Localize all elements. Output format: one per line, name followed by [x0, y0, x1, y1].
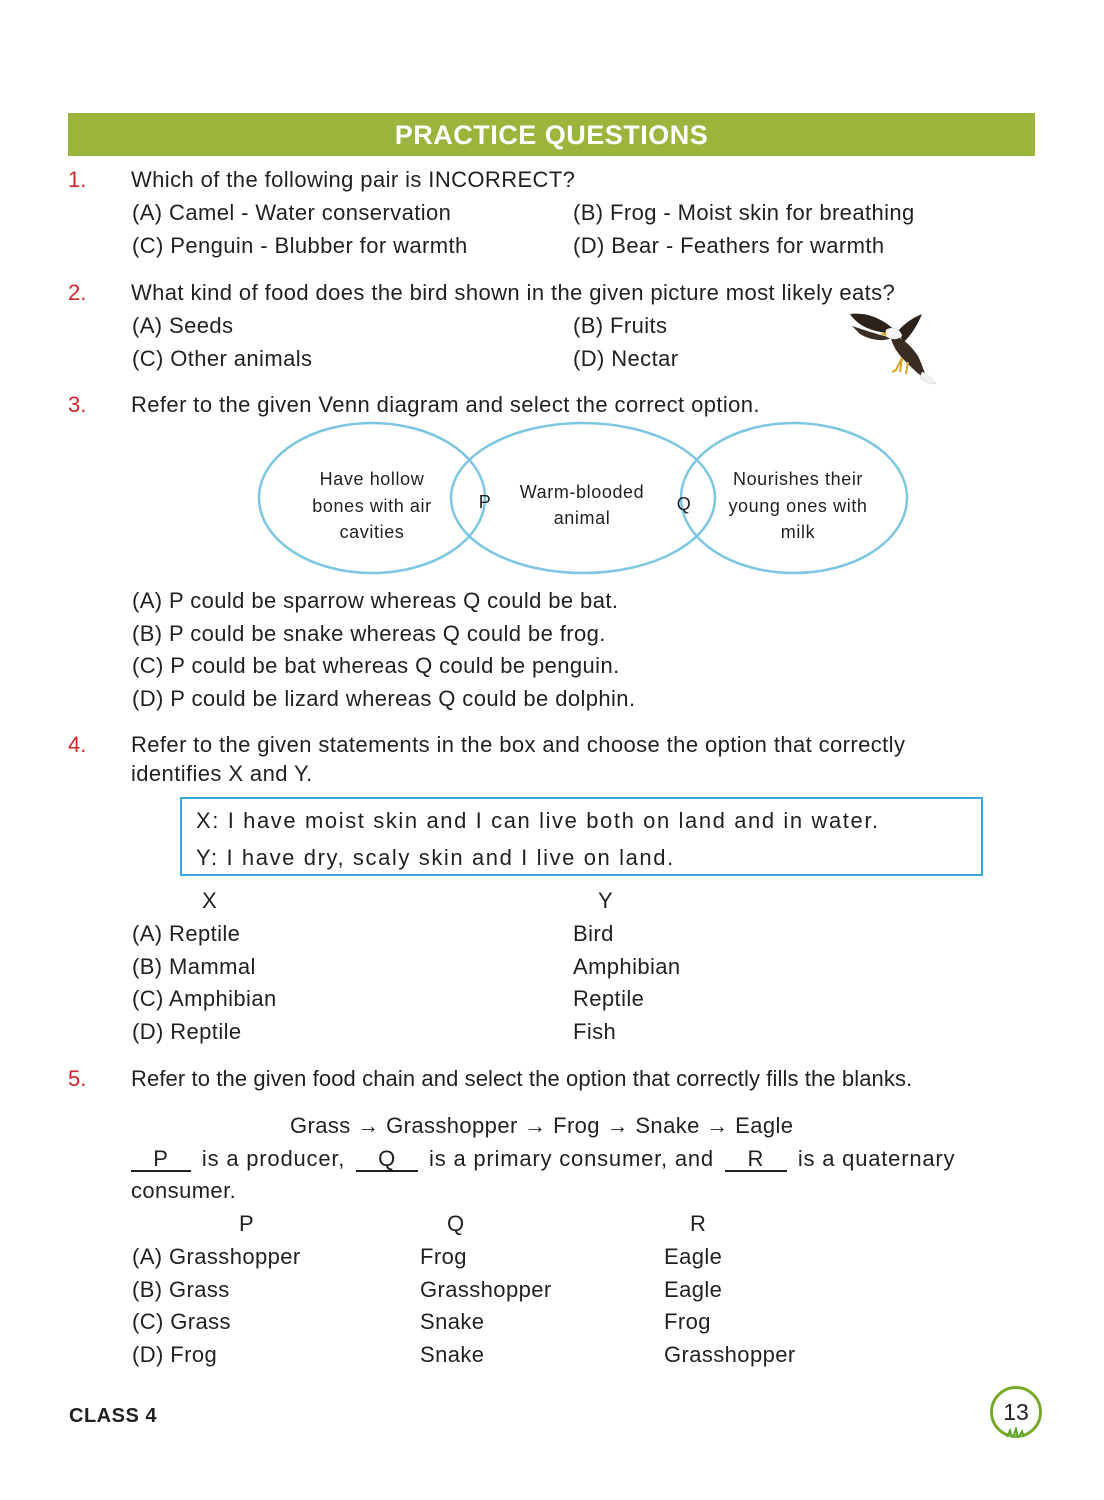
venn-right-line-1: Nourishes their — [732, 469, 864, 489]
question-3-text: Refer to the given Venn diagram and select the correct option. — [131, 392, 760, 417]
question-2-option-d: (D) Nectar — [573, 346, 679, 371]
venn-left-line-3: cavities — [339, 522, 405, 542]
sentence-part-3: is a quaternary — [797, 1146, 956, 1171]
question-3-option-b: (B) P could be snake whereas Q could be frog. — [132, 621, 606, 646]
question-3-number: 3. — [68, 392, 87, 417]
section-title: PRACTICE QUESTIONS — [68, 113, 1035, 156]
question-5-row-a-p: (A) Grasshopper — [132, 1244, 301, 1269]
venn-diagram — [250, 418, 920, 583]
sentence-part-1: is a producer, — [201, 1146, 346, 1171]
question-3-option-d: (D) P could be lizard whereas Q could be dolphin. — [132, 686, 636, 711]
question-3-option-c: (C) P could be bat whereas Q could be penguin. — [132, 653, 620, 678]
question-4-text-line-1: Refer to the given statements in the box and choose the option that correctly — [131, 732, 906, 757]
question-5-row-c-q: Snake — [420, 1309, 485, 1334]
question-2-option-b: (B) Fruits — [573, 313, 668, 338]
venn-middle-line-2: animal — [553, 508, 611, 528]
question-4-row-d-x: (D) Reptile — [132, 1019, 242, 1044]
question-5-row-b-p: (B) Grass — [132, 1277, 230, 1302]
question-2-text: What kind of food does the bird shown in the given picture most likely eats? — [131, 280, 896, 305]
question-1-number: 1. — [68, 167, 87, 192]
question-1-text: Which of the following pair is INCORRECT? — [131, 167, 576, 192]
venn-left-line-2: bones with air — [312, 496, 432, 516]
venn-label-p: P — [478, 492, 492, 512]
question-4-number: 4. — [68, 732, 87, 757]
sentence-part-2: is a primary consumer, and — [429, 1146, 714, 1171]
question-2-number: 2. — [68, 280, 87, 305]
question-5-row-c-r: Frog — [664, 1309, 711, 1334]
question-2-option-a: (A) Seeds — [132, 313, 234, 338]
question-1-option-a: (A) Camel - Water conservation — [132, 200, 452, 225]
question-4-row-b-x: (B) Mammal — [132, 954, 256, 979]
question-5-text: Refer to the given food chain and select the option that correctly fills the blanks. — [131, 1066, 913, 1091]
question-5-col-q: Q — [447, 1211, 465, 1236]
question-5-row-a-r: Eagle — [664, 1244, 723, 1269]
question-4-row-a-x: (A) Reptile — [132, 921, 241, 946]
food-chain: Grass → Grasshopper → Frog → Snake → Eagle — [290, 1113, 794, 1138]
question-5-sentence — [131, 1146, 1034, 1172]
statement-box — [180, 797, 983, 876]
question-1-option-b: (B) Frog - Moist skin for breathing — [573, 200, 915, 225]
grass-icon — [1005, 1427, 1029, 1437]
question-4-row-c-x: (C) Amphibian — [132, 986, 277, 1011]
question-4-row-c-y: Reptile — [573, 986, 645, 1011]
question-5-number: 5. — [68, 1066, 87, 1091]
question-4-row-b-y: Amphibian — [573, 954, 681, 979]
question-4-text-line-2: identifies X and Y. — [131, 761, 313, 786]
venn-right-line-2: young ones with — [728, 496, 868, 516]
question-4-col-y: Y — [598, 888, 614, 913]
question-5-row-a-q: Frog — [420, 1244, 467, 1269]
question-1-option-c: (C) Penguin - Blubber for warmth — [132, 233, 468, 258]
question-5-row-c-p: (C) Grass — [132, 1309, 231, 1334]
question-5-row-b-r: Eagle — [664, 1277, 723, 1302]
blank-p: P — [131, 1148, 191, 1172]
question-5-row-d-p: (D) Frog — [132, 1342, 218, 1367]
question-1-option-d: (D) Bear - Feathers for warmth — [573, 233, 885, 258]
blank-q: Q — [356, 1148, 418, 1172]
question-3-option-a: (A) P could be sparrow whereas Q could be bat. — [132, 588, 619, 613]
footer-class-label: CLASS 4 — [69, 1405, 157, 1427]
venn-middle-line-1: Warm-blooded — [519, 482, 645, 502]
question-4-row-a-y: Bird — [573, 921, 614, 946]
page-number: 13 — [1003, 1399, 1029, 1425]
question-5-row-d-q: Snake — [420, 1342, 485, 1367]
question-5-row-d-r: Grasshopper — [664, 1342, 796, 1367]
eagle-icon — [842, 304, 942, 386]
question-5-col-p: P — [239, 1211, 255, 1236]
venn-label-q: Q — [676, 494, 692, 514]
question-4-col-x: X — [202, 888, 218, 913]
question-2-option-c: (C) Other animals — [132, 346, 313, 371]
question-5-row-b-q: Grasshopper — [420, 1277, 552, 1302]
blank-r: R — [725, 1148, 787, 1172]
statement-x: X: I have moist skin and I can live both on land and in water. — [196, 808, 880, 833]
sentence-part-4: consumer. — [131, 1178, 237, 1203]
question-5-col-r: R — [690, 1211, 707, 1236]
page-number-badge — [990, 1386, 1042, 1438]
venn-right-line-3: milk — [780, 522, 816, 542]
question-4-row-d-y: Fish — [573, 1019, 617, 1044]
statement-y: Y: I have dry, scaly skin and I live on land. — [196, 845, 675, 870]
venn-left-line-1: Have hollow — [319, 469, 425, 489]
